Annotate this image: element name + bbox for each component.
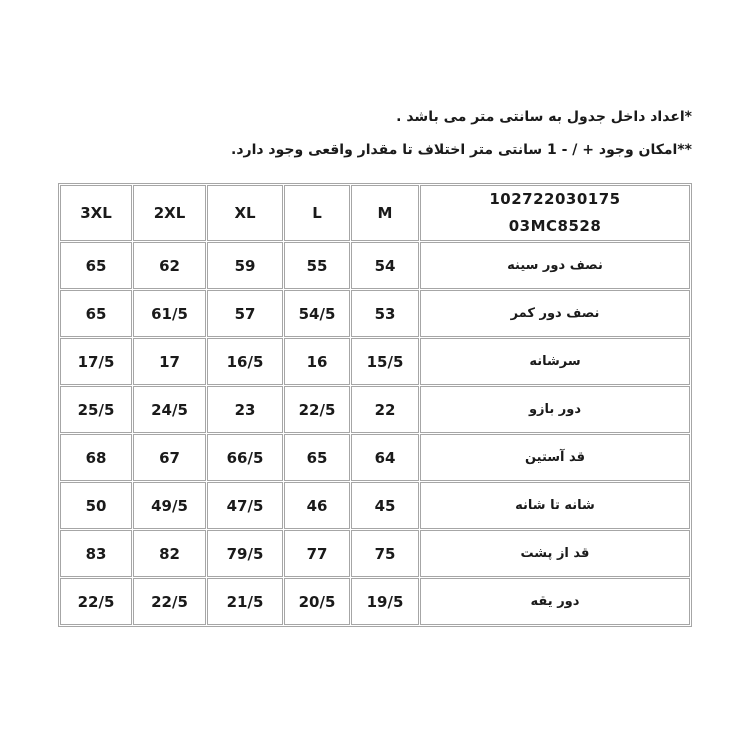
cell-value: 15/5 xyxy=(351,338,419,385)
cell-value: 19/5 xyxy=(351,578,419,625)
table-row-shoulder xyxy=(60,338,690,385)
row-label: شانه تا شانه xyxy=(420,482,690,529)
table-row-shoulder-to-shoulder xyxy=(60,482,690,529)
table-header-row xyxy=(60,185,690,241)
cell-value: 79/5 xyxy=(207,530,283,577)
table-row-collar-circumference xyxy=(60,578,690,625)
cell-value: 53 xyxy=(351,290,419,337)
cell-value: 59 xyxy=(207,242,283,289)
cell-value: 22 xyxy=(351,386,419,433)
table-row-arm-circumference xyxy=(60,386,690,433)
cell-value: 47/5 xyxy=(207,482,283,529)
row-label: سرشانه xyxy=(420,338,690,385)
cell-value: 54 xyxy=(351,242,419,289)
cell-value: 83 xyxy=(60,530,132,577)
product-code: 102722030175 xyxy=(489,190,621,208)
cell-value: 65 xyxy=(60,242,132,289)
cell-value: 16/5 xyxy=(207,338,283,385)
cell-value: 17 xyxy=(133,338,206,385)
cell-value: 65 xyxy=(60,290,132,337)
cell-value: 75 xyxy=(351,530,419,577)
cell-value: 64 xyxy=(351,434,419,481)
cell-value: 23 xyxy=(207,386,283,433)
cell-value: 57 xyxy=(207,290,283,337)
cell-value: 16 xyxy=(284,338,350,385)
row-label: دور یقه xyxy=(420,578,690,625)
size-header-l: L xyxy=(284,185,350,241)
cell-value: 82 xyxy=(133,530,206,577)
cell-value: 67 xyxy=(133,434,206,481)
cell-value: 20/5 xyxy=(284,578,350,625)
cell-value: 45 xyxy=(351,482,419,529)
cell-value: 66/5 xyxy=(207,434,283,481)
cell-value: 22/5 xyxy=(60,578,132,625)
cell-value: 22/5 xyxy=(284,386,350,433)
cell-value: 54/5 xyxy=(284,290,350,337)
cell-value: 55 xyxy=(284,242,350,289)
style-code: 03MC8528 xyxy=(508,217,602,235)
size-header-m: M xyxy=(351,185,419,241)
size-chart-table xyxy=(58,183,692,627)
size-header-xl: XL xyxy=(207,185,283,241)
cell-value: 25/5 xyxy=(60,386,132,433)
table-row-half-chest xyxy=(60,242,690,289)
cell-value: 17/5 xyxy=(60,338,132,385)
cell-value: 68 xyxy=(60,434,132,481)
size-header-3xl: 3XL xyxy=(60,185,132,241)
cell-value: 49/5 xyxy=(133,482,206,529)
row-label: دور بازو xyxy=(420,386,690,433)
cell-value: 22/5 xyxy=(133,578,206,625)
cell-value: 61/5 xyxy=(133,290,206,337)
cell-value: 77 xyxy=(284,530,350,577)
product-code-cell xyxy=(420,185,690,241)
row-label: نصف دور کمر xyxy=(420,290,690,337)
footnote-tolerance: **امکان وجود + / - 1 سانتی متر اختلاف تا مقدار واقعی وجود دارد. xyxy=(231,142,692,158)
table-row-sleeve-length xyxy=(60,434,690,481)
cell-value: 65 xyxy=(284,434,350,481)
cell-value: 21/5 xyxy=(207,578,283,625)
cell-value: 46 xyxy=(284,482,350,529)
row-label: قد از پشت xyxy=(420,530,690,577)
row-label: نصف دور سینه xyxy=(420,242,690,289)
table-row-back-length xyxy=(60,530,690,577)
footnotes xyxy=(231,101,692,167)
row-label: قد آستین xyxy=(420,434,690,481)
table-row-half-waist xyxy=(60,290,690,337)
cell-value: 62 xyxy=(133,242,206,289)
footnote-units: *اعداد داخل جدول به سانتی متر می باشد . xyxy=(396,109,692,125)
cell-value: 24/5 xyxy=(133,386,206,433)
size-header-2xl: 2XL xyxy=(133,185,206,241)
cell-value: 50 xyxy=(60,482,132,529)
